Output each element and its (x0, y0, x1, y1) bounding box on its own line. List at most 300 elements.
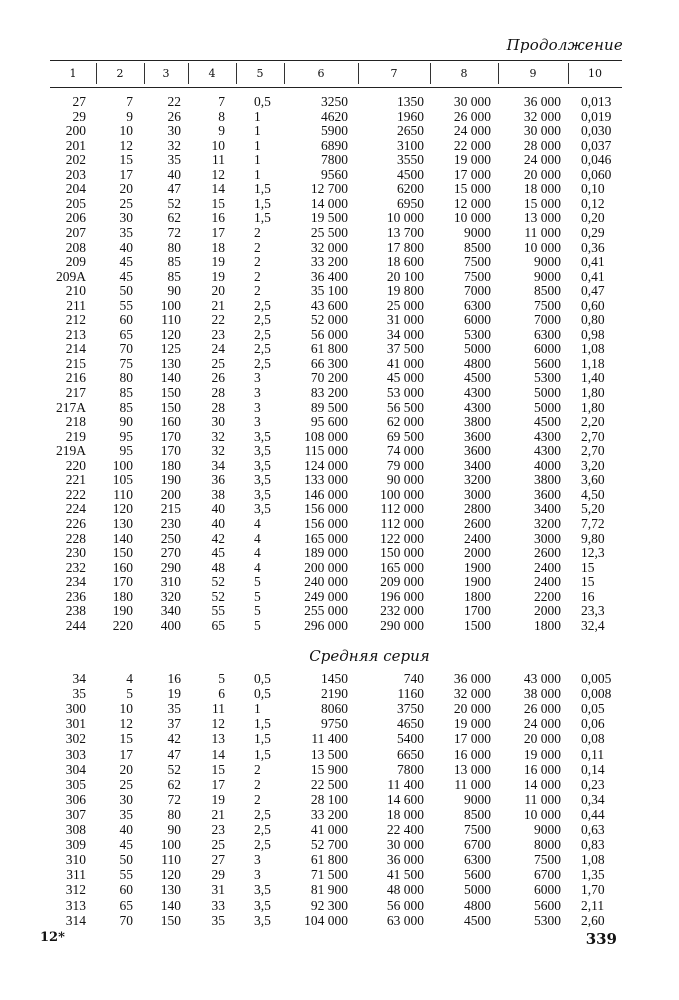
table-cell-col-2: 25 (119, 776, 133, 792)
table-cell-col-5: 2 (254, 239, 261, 255)
table-cell-col-5: 2 (254, 283, 261, 299)
table-cell-col-6: 56 000 (310, 326, 348, 342)
table-cell-col-8: 9000 (464, 224, 491, 240)
table-cell-col-9: 24 000 (523, 152, 561, 168)
table-cell-col-1: 234 (65, 574, 86, 590)
table-cell-col-1: 201 (65, 137, 86, 153)
table-cell-col-9: 15 000 (523, 195, 561, 211)
table-cell-col-10: 0,36 (581, 239, 605, 255)
table-cell-col-4: 14 (211, 181, 225, 197)
table-cell-col-6: 189 000 (304, 545, 348, 561)
table-cell-col-1: 211 (66, 297, 86, 313)
table-cell-col-5: 5 (254, 617, 261, 633)
table-cell-col-5: 3,5 (254, 882, 271, 898)
table-cell-col-5: 4 (254, 530, 261, 546)
table-row (0, 341, 679, 356)
table-cell-col-7: 20 100 (386, 268, 424, 284)
table-cell-col-2: 30 (119, 210, 133, 226)
table-cell-col-8: 19 000 (453, 152, 491, 168)
table-cell-col-8: 19 000 (453, 716, 491, 732)
table-cell-col-8: 6300 (464, 852, 491, 868)
table-cell-col-3: 90 (167, 283, 181, 299)
table-row (0, 94, 679, 109)
table-cell-col-7: 112 000 (380, 501, 424, 517)
table-cell-col-7: 196 000 (380, 588, 424, 604)
table-cell-col-10: 3,60 (581, 472, 605, 488)
table-cell-col-3: 30 (167, 123, 181, 139)
table-cell-col-8: 6700 (464, 837, 491, 853)
table-cell-col-2: 60 (119, 312, 133, 328)
table-cell-col-7: 74 000 (386, 443, 424, 459)
table-cell-col-2: 25 (119, 195, 133, 211)
table-cell-col-8: 1900 (464, 559, 491, 575)
table-cell-col-6: 5900 (321, 123, 348, 139)
table-cell-col-2: 35 (119, 806, 133, 822)
table-cell-col-5: 3 (254, 385, 261, 400)
table-cell-col-1: 205 (65, 195, 86, 211)
table-row (0, 560, 679, 575)
table-cell-col-4: 25 (211, 837, 225, 853)
table-cell-col-2: 85 (119, 399, 133, 415)
table-cell-col-7: 31 000 (386, 312, 424, 328)
table-cell-col-7: 7800 (397, 761, 424, 777)
table-cell-col-6: 296 000 (304, 617, 348, 633)
table-cell-col-4: 42 (211, 530, 225, 546)
table-cell-col-4: 34 (211, 457, 225, 473)
table-cell-col-2: 190 (112, 603, 133, 619)
table-cell-col-1: 210 (65, 283, 86, 299)
table-cell-col-5: 4 (254, 559, 261, 575)
table-cell-col-8: 2000 (464, 545, 491, 561)
table-cell-col-7: 4500 (397, 166, 424, 182)
table-cell-col-4: 18 (211, 239, 225, 255)
table-cell-col-3: 52 (167, 195, 181, 211)
table-cell-col-5: 3,5 (254, 486, 271, 502)
table-cell-col-9: 2600 (534, 545, 561, 561)
table-cell-col-1: 307 (65, 806, 86, 822)
table-cell-col-8: 4800 (464, 897, 491, 913)
table-cell-col-5: 2 (254, 224, 261, 240)
table-cell-col-5: 3 (254, 399, 261, 415)
table-cell-col-10: 0,013 (581, 94, 612, 109)
table-cell-col-2: 180 (112, 588, 133, 604)
table-cell-col-7: 1160 (397, 686, 424, 702)
table-cell-col-1: 217 (65, 385, 86, 400)
table-cell-col-7: 34 000 (386, 326, 424, 342)
table-row (0, 370, 679, 385)
table-cell-col-7: 150 000 (380, 545, 424, 561)
table-cell-col-1: 204 (65, 181, 86, 197)
table-cell-col-6: 14 000 (310, 195, 348, 211)
table-cell-col-1: 300 (65, 701, 86, 717)
table-cell-col-10: 0,11 (581, 746, 605, 762)
table-cell-col-2: 12 (119, 137, 133, 153)
table-cell-col-6: 249 000 (304, 588, 348, 604)
table-row (0, 429, 679, 444)
table-cell-col-5: 2 (254, 268, 261, 284)
table-cell-col-3: 16 (167, 671, 181, 686)
table-cell-col-9: 9000 (534, 822, 561, 837)
table-cell-col-3: 35 (167, 152, 181, 168)
table-cell-col-8: 11 000 (454, 776, 491, 792)
table-cell-col-7: 10 000 (386, 210, 424, 226)
table-cell-col-8: 8500 (464, 806, 491, 822)
table-cell-col-3: 47 (167, 181, 181, 197)
table-cell-col-10: 2,70 (581, 443, 605, 459)
table-cell-col-10: 9,80 (581, 530, 605, 546)
table-cell-col-3: 215 (160, 501, 181, 517)
table-cell-col-9: 6000 (534, 882, 561, 898)
table-cell-col-3: 320 (160, 588, 181, 604)
table-cell-col-10: 0,98 (581, 326, 605, 342)
table-cell-col-3: 62 (167, 210, 181, 226)
table-cell-col-8: 6300 (464, 297, 491, 313)
table-cell-col-4: 23 (211, 326, 225, 342)
table-cell-col-8: 4300 (464, 385, 491, 400)
table-row (0, 312, 679, 327)
table-cell-col-2: 10 (119, 701, 133, 717)
table-cell-col-1: 224 (65, 501, 86, 517)
table-cell-col-1: 200 (65, 123, 86, 139)
table-cell-col-3: 100 (160, 837, 181, 853)
table-row (0, 327, 679, 342)
table-cell-col-8: 1800 (464, 588, 491, 604)
table-row (0, 731, 679, 746)
table-cell-col-5: 2 (254, 254, 261, 270)
table-cell-col-10: 0,63 (581, 822, 605, 837)
table-cell-col-3: 160 (160, 414, 181, 430)
table-cell-col-3: 200 (160, 486, 181, 502)
table-cell-col-9: 2200 (534, 588, 561, 604)
table-cell-col-1: 238 (65, 603, 86, 619)
table-cell-col-10: 0,10 (581, 181, 605, 197)
table-cell-col-1: 304 (65, 761, 86, 777)
table-cell-col-4: 14 (211, 746, 225, 762)
table-cell-col-6: 33 200 (310, 254, 348, 270)
table-cell-col-2: 220 (112, 617, 133, 633)
table-cell-col-9: 38 000 (523, 686, 561, 702)
table-cell-col-5: 3,5 (254, 897, 271, 913)
table-cell-col-4: 28 (211, 399, 225, 415)
table-cell-col-1: 302 (65, 731, 86, 747)
table-cell-col-8: 4800 (464, 355, 491, 371)
table-cell-col-4: 10 (211, 137, 225, 153)
table-cell-col-8: 17 000 (453, 166, 491, 182)
table-cell-col-5: 0,5 (254, 671, 271, 686)
table-cell-col-2: 75 (119, 355, 133, 371)
table-cell-col-2: 150 (112, 545, 133, 561)
table-cell-col-3: 22 (167, 94, 181, 109)
table-cell-col-5: 2,5 (254, 341, 271, 357)
table-cell-col-4: 65 (211, 617, 225, 633)
table-cell-col-3: 90 (167, 822, 181, 837)
table-cell-col-9: 14 000 (523, 776, 561, 792)
table-cell-col-10: 0,20 (581, 210, 605, 226)
table-row (0, 109, 679, 124)
table-cell-col-2: 95 (119, 443, 133, 459)
table-cell-col-9: 19 000 (523, 746, 561, 762)
table-cell-col-10: 1,80 (581, 399, 605, 415)
table-cell-col-10: 7,72 (581, 515, 605, 531)
table-cell-col-6: 8060 (321, 701, 348, 717)
table-cell-col-5: 1 (254, 701, 261, 717)
table-cell-col-4: 16 (211, 210, 225, 226)
table-cell-col-1: 303 (65, 746, 86, 762)
table-cell-col-1: 206 (65, 210, 86, 226)
table-cell-col-10: 0,05 (581, 701, 605, 717)
table-cell-col-8: 4500 (464, 912, 491, 928)
table-cell-col-2: 110 (113, 486, 133, 502)
table-cell-col-2: 95 (119, 428, 133, 444)
table-cell-col-6: 95 600 (310, 414, 348, 430)
table-cell-col-4: 17 (211, 776, 225, 792)
table-cell-col-4: 52 (211, 574, 225, 590)
table-cell-col-4: 36 (211, 472, 225, 488)
table-row (0, 458, 679, 473)
table-cell-col-4: 45 (211, 545, 225, 561)
table-cell-col-9: 3200 (534, 515, 561, 531)
table-cell-col-8: 4300 (464, 399, 491, 415)
table-cell-col-1: 301 (65, 716, 86, 732)
table-cell-col-10: 4,50 (581, 486, 605, 502)
table-cell-col-1: 212 (65, 312, 86, 328)
table-cell-col-7: 5400 (397, 731, 424, 747)
table-cell-col-4: 21 (211, 806, 225, 822)
table-cell-col-10: 16 (581, 588, 595, 604)
table-cell-col-6: 33 200 (310, 806, 348, 822)
table-row (0, 898, 679, 913)
column-header-6: 6 (317, 67, 325, 80)
table-cell-col-7: 17 800 (386, 239, 424, 255)
table-cell-col-8: 1900 (464, 574, 491, 590)
table-cell-col-8: 2600 (464, 515, 491, 531)
table-cell-col-6: 11 400 (311, 731, 348, 747)
table-cell-col-3: 62 (167, 776, 181, 792)
table-cell-col-6: 7800 (321, 152, 348, 168)
table-cell-col-9: 5000 (534, 385, 561, 400)
table-cell-col-2: 30 (119, 791, 133, 807)
table-cell-col-8: 1500 (464, 617, 491, 633)
table-cell-col-6: 9750 (321, 716, 348, 732)
table-row (0, 913, 679, 928)
table-cell-col-8: 7000 (464, 283, 491, 299)
table-cell-col-3: 72 (167, 224, 181, 240)
table-cell-col-10: 0,060 (581, 166, 612, 182)
table-cell-col-2: 70 (119, 912, 133, 928)
table-cell-col-5: 1 (254, 108, 261, 124)
table-cell-col-10: 0,41 (581, 254, 605, 270)
table-cell-col-9: 3600 (534, 486, 561, 502)
table-cell-col-9: 5300 (534, 912, 561, 928)
table-cell-col-9: 28 000 (523, 137, 561, 153)
table-cell-col-9: 36 000 (523, 94, 561, 109)
table-cell-col-5: 3,5 (254, 428, 271, 444)
table-cell-col-5: 3 (254, 370, 261, 386)
table-cell-col-2: 10 (119, 123, 133, 139)
table-cell-col-6: 133 000 (304, 472, 348, 488)
table-cell-col-6: 156 000 (304, 501, 348, 517)
medium-series-title: Средняя серия (309, 647, 430, 665)
table-cell-col-10: 0,06 (581, 716, 605, 732)
table-cell-col-6: 25 500 (310, 224, 348, 240)
table-cell-col-4: 40 (211, 501, 225, 517)
column-header-2: 2 (116, 67, 124, 80)
table-cell-col-5: 2 (254, 776, 261, 792)
table-cell-col-4: 52 (211, 588, 225, 604)
table-cell-col-7: 25 000 (386, 297, 424, 313)
table-cell-col-4: 29 (211, 867, 225, 883)
table-cell-col-8: 2800 (464, 501, 491, 517)
table-cell-col-6: 32 000 (310, 239, 348, 255)
table-cell-col-7: 1350 (397, 94, 424, 109)
table-cell-col-4: 30 (211, 414, 225, 430)
table-cell-col-3: 290 (160, 559, 181, 575)
table-cell-col-1: 314 (65, 912, 86, 928)
table-cell-col-9: 13 000 (523, 210, 561, 226)
table-cell-col-7: 69 500 (386, 428, 424, 444)
table-cell-col-10: 23,3 (581, 603, 605, 619)
table-cell-col-6: 2190 (321, 686, 348, 702)
table-cell-col-6: 61 800 (310, 341, 348, 357)
table-cell-col-10: 0,030 (581, 123, 612, 139)
table-cell-col-1: 309 (65, 837, 86, 853)
table-row (0, 225, 679, 240)
table-cell-col-5: 3,5 (254, 912, 271, 928)
table-cell-col-7: 6200 (397, 181, 424, 197)
table-cell-col-5: 2,5 (254, 355, 271, 371)
table-cell-col-7: 3750 (397, 701, 424, 717)
table-cell-col-7: 112 000 (380, 515, 424, 531)
table-cell-col-3: 150 (160, 385, 181, 400)
table-cell-col-6: 165 000 (304, 530, 348, 546)
table-cell-col-2: 90 (119, 414, 133, 430)
table-cell-col-2: 7 (126, 94, 133, 109)
table-cell-col-7: 3100 (397, 137, 424, 153)
table-cell-col-8: 3600 (464, 443, 491, 459)
table-cell-col-10: 15 (581, 574, 595, 590)
table-cell-col-6: 6890 (321, 137, 348, 153)
table-row (0, 298, 679, 313)
table-cell-col-10: 2,20 (581, 414, 605, 430)
table-cell-col-4: 5 (218, 671, 225, 686)
table-cell-col-4: 25 (211, 355, 225, 371)
table-cell-col-8: 20 000 (453, 701, 491, 717)
table-cell-col-1: 29 (72, 108, 86, 124)
table-cell-col-10: 1,18 (581, 355, 605, 371)
table-cell-col-4: 24 (211, 341, 225, 357)
table-row (0, 385, 679, 400)
table-row (0, 472, 679, 487)
table-cell-col-9: 10 000 (523, 806, 561, 822)
table-row (0, 716, 679, 731)
table-cell-col-9: 20 000 (523, 731, 561, 747)
table-cell-col-5: 2,5 (254, 312, 271, 328)
table-cell-col-6: 66 300 (310, 355, 348, 371)
table-cell-col-8: 7500 (464, 268, 491, 284)
table-cell-col-3: 26 (167, 108, 181, 124)
table-cell-col-5: 3 (254, 867, 261, 883)
table-cell-col-2: 12 (119, 716, 133, 732)
table-cell-col-7: 79 000 (386, 457, 424, 473)
table-cell-col-6: 19 500 (310, 210, 348, 226)
table-cell-col-9: 8000 (534, 837, 561, 853)
table-cell-col-1: 219 (65, 428, 86, 444)
table-cell-col-10: 0,12 (581, 195, 605, 211)
table-cell-col-6: 36 400 (310, 268, 348, 284)
table-cell-col-1: 214 (65, 341, 86, 357)
table-cell-col-6: 156 000 (304, 515, 348, 531)
table-cell-col-8: 6000 (464, 312, 491, 328)
table-cell-col-5: 3,5 (254, 457, 271, 473)
table-cell-col-3: 140 (160, 897, 181, 913)
table-row (0, 516, 679, 531)
table-row (0, 837, 679, 852)
table-row (0, 671, 679, 686)
table-cell-col-10: 1,80 (581, 385, 605, 400)
table-cell-col-5: 1,5 (254, 746, 271, 762)
table-row (0, 487, 679, 502)
table-cell-col-3: 52 (167, 761, 181, 777)
table-cell-col-10: 2,11 (581, 897, 605, 913)
table-cell-col-7: 3550 (397, 152, 424, 168)
table-cell-col-3: 170 (160, 428, 181, 444)
table-cell-col-10: 0,47 (581, 283, 605, 299)
table-cell-col-1: 230 (65, 545, 86, 561)
table-cell-col-9: 7000 (534, 312, 561, 328)
table-row (0, 123, 679, 138)
table-cell-col-1: 232 (65, 559, 86, 575)
table-cell-col-8: 3800 (464, 414, 491, 430)
table-cell-col-5: 5 (254, 603, 261, 619)
table-cell-col-10: 0,005 (581, 671, 612, 686)
table-cell-col-4: 11 (212, 701, 225, 717)
table-cell-col-9: 11 000 (524, 224, 561, 240)
table-cell-col-2: 20 (119, 761, 133, 777)
table-row (0, 747, 679, 762)
table-cell-col-7: 41 500 (386, 867, 424, 883)
table-cell-col-1: 209 (65, 254, 86, 270)
table-cell-col-5: 1 (254, 123, 261, 139)
table-cell-col-1: 219А (56, 443, 86, 459)
table-cell-col-1: 220 (65, 457, 86, 473)
table-cell-col-10: 0,23 (581, 776, 605, 792)
table-cell-col-7: 18 600 (386, 254, 424, 270)
table-cell-col-3: 170 (160, 443, 181, 459)
table-cell-col-10: 0,80 (581, 312, 605, 328)
table-cell-col-4: 7 (218, 94, 225, 109)
table-cell-col-9: 9000 (534, 254, 561, 270)
table-cell-col-7: 11 400 (387, 776, 424, 792)
table-cell-col-9: 10 000 (523, 239, 561, 255)
table-cell-col-4: 19 (211, 254, 225, 270)
table-cell-col-9: 2400 (534, 574, 561, 590)
table-cell-col-4: 28 (211, 385, 225, 400)
table-cell-col-8: 22 000 (453, 137, 491, 153)
table-cell-col-3: 85 (167, 254, 181, 270)
table-cell-col-8: 5300 (464, 326, 491, 342)
table-cell-col-10: 0,08 (581, 731, 605, 747)
table-cell-col-4: 38 (211, 486, 225, 502)
table-cell-col-1: 213 (65, 326, 86, 342)
table-cell-col-2: 105 (112, 472, 133, 488)
table-cell-col-8: 3400 (464, 457, 491, 473)
table-cell-col-6: 22 500 (310, 776, 348, 792)
table-cell-col-2: 15 (119, 152, 133, 168)
continuation-heading: Продолжение (506, 36, 623, 54)
table-cell-col-8: 1700 (464, 603, 491, 619)
table-cell-col-3: 80 (167, 239, 181, 255)
table-row (0, 574, 679, 589)
